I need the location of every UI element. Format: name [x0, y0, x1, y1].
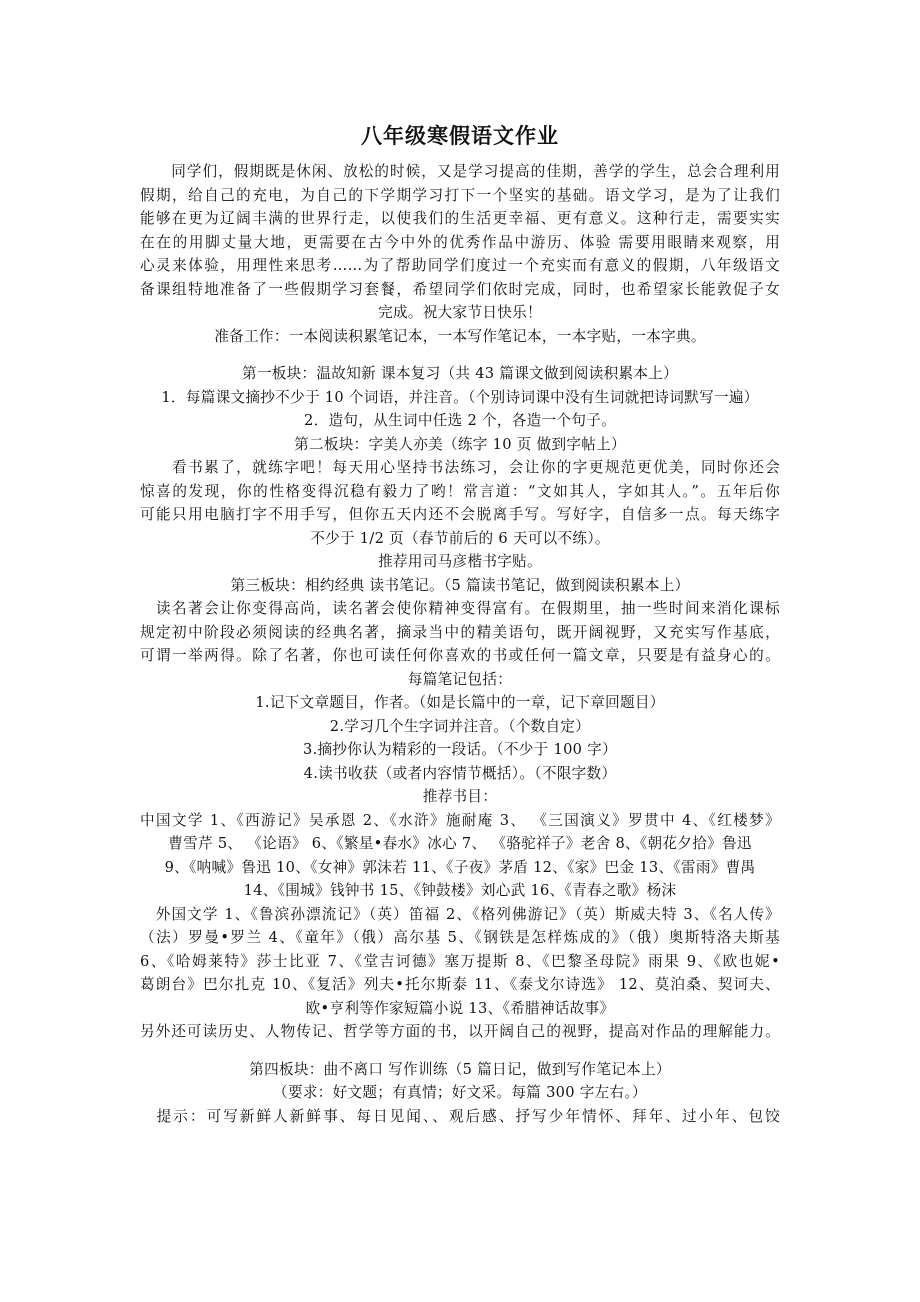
text-line: 每篇笔记包括：: [407, 670, 513, 688]
text-line: 假期，给自己的充电，为自己的下学期学习打下一个坚实的基础。语文学习，是为了让我们: [140, 186, 780, 204]
text-line: 6、《哈姆莱特》莎士比亚 7、《堂吉诃德》塞万提斯 8、《巴黎圣母院》雨果 9、《欧也妮•: [140, 952, 780, 970]
text-line: 心灵来体验，用理性来思考……为了帮助同学们度过一个充实而有意义的假期，八年级语文: [140, 257, 780, 274]
text-line: 读名著会让你变得高尚，读名著会使你精神变得富有。在假期里，抽一些时间来消化课标: [140, 600, 780, 617]
text-line: 能够在更为辽阔丰满的世界行走，以使我们的生活更幸福、更有意义。这种行走，需要实实: [140, 210, 780, 227]
text-line: 惊喜的发现，你的性格变得沉稳有毅力了哟！常言道：“文如其人，字如其人。”。五年后你: [140, 482, 780, 500]
text-line: 欧•亨利等作家短篇小说 13、《希腊神话故事》: [305, 999, 615, 1017]
text-line: 推荐书目：: [422, 788, 498, 805]
text-line: 第三板块：相约经典 读书笔记。（5 篇读书笔记，做到阅读积累本上）: [230, 576, 690, 594]
paragraph-gap: [140, 348, 780, 362]
text-line: 14、《围城》钱钟书 15、《钟鼓楼》刘心武 16、《青春之歌》杨沫: [243, 882, 677, 899]
text-line: 葛朗台》巴尔扎克 10、《复活》列夫•托尔斯泰 11、《泰戈尔诗选》 12、莫泊桑、契诃夫、: [140, 976, 780, 993]
text-line: 1.记下文章题目，作者。（如是长篇中的一章，记下章回题目）: [255, 694, 665, 711]
text-line: 可能只用电脑打字不用手写，但你五天内还不会脱离手写。写好字，自信多一点。每天练字: [140, 506, 780, 523]
text-line: 第一板块：温故知新 课本复习（共 43 篇课文做到阅读积累本上）: [241, 365, 679, 382]
text-line: 9、《呐喊》鲁迅 10、《女神》郭沫若 11、《子夜》茅盾 12、《家》巴金 13、《雷雨》曹禺: [164, 858, 756, 876]
text-line: 2．造句，从生词中任选 2 个，各造一个句子。: [303, 412, 617, 429]
text-line: 提示：可写新鲜人新鲜事、每日见闻、、观后感、抒写少年情怀、拜年、过小年、包饺: [140, 1107, 780, 1125]
text-line: （法）罗曼•罗兰 4、《童年》（俄）高尔基 5、《钢铁是怎样炼成的》（俄）奥斯特洛夫斯基: [140, 929, 780, 946]
text-line: 准备工作：一本阅读积累笔记本，一本写作笔记本，一本字贴，一本字典。: [214, 327, 706, 345]
text-line: 推荐用司马彦楷书字贴。: [378, 553, 542, 570]
text-line: 完成。祝大家节日快乐！: [378, 304, 542, 321]
text-line: 3.摘抄你认为精彩的一段话。（不少于 100 字）: [303, 741, 617, 758]
text-line: 4.读书收获（或者内容情节概括）。（不限字数）: [303, 764, 617, 782]
text-line: 在在的用脚丈量大地，更需要在古今中外的优秀作品中游历、体验 需要用眼睛来观察，用: [140, 233, 780, 251]
text-line: 曹雪芹 5、 《论语》 6、《繁星•春水》冰心 7、 《骆驼祥子》老舍 8、《朝花夕拾》鲁迅: [168, 835, 752, 852]
text-line: 第二板块：字美人亦美（练字 10 页 做到字帖上）: [294, 435, 626, 453]
text-line: 1．每篇课文摘抄不少于 10 个词语，并注音。（个别诗词课中没有生词就把诗词默写一遍）: [161, 388, 759, 406]
text-line: 另外还可读历史、人物传记、哲学等方面的书，以开阔自己的视野，提高对作品的理解能力。: [140, 1023, 780, 1040]
text-line: 同学们，假期既是休闲、放松的时候，又是学习提高的佳期，善学的学生，总会合理利用: [140, 163, 780, 180]
document-title: 八年级寒假语文作业: [361, 124, 559, 148]
text-line: 中国文学 1、《西游记》吴承恩 2、《水浒》施耐庵 3、 《三国演义》罗贯中 4、《红楼梦》: [140, 811, 780, 829]
text-line: 可谓一举两得。除了名著，你也可读任何你喜欢的书或任何一篇文章，只要是有益身心的。: [140, 647, 780, 664]
text-line: 2.学习几个生字词并注音。（个数自定）: [329, 717, 591, 735]
text-line: （要求：好文题；有真情；好文采。每篇 300 字左右。）: [273, 1084, 647, 1101]
text-line: 备课组特地准备了一些假期学习套餐，希望同学们依时完成，同时，也希望家长能敦促子女: [140, 280, 780, 298]
text-line: 外国文学 1、《鲁滨孙漂流记》（英）笛福 2、《格列佛游记》（英）斯威夫特 3、《名人传》: [140, 905, 780, 923]
text-line: 第四板块：曲不离口 写作训练（5 篇日记，做到写作笔记本上）: [249, 1060, 671, 1078]
document-body: [140, 160, 780, 1128]
text-line: 规定初中阶段必须阅读的经典名著，摘录当中的精美语句，既开阔视野，又充实写作基底，: [140, 623, 780, 641]
paragraph-gap: [140, 1044, 780, 1058]
text-line: 不少于 1/2 页（春节前后的 6 天可以不练）。: [310, 529, 610, 547]
text-line: 看书累了，就练字吧！每天用心坚持书法练习，会让你的字更规范更优美，同时你还会: [140, 459, 780, 476]
